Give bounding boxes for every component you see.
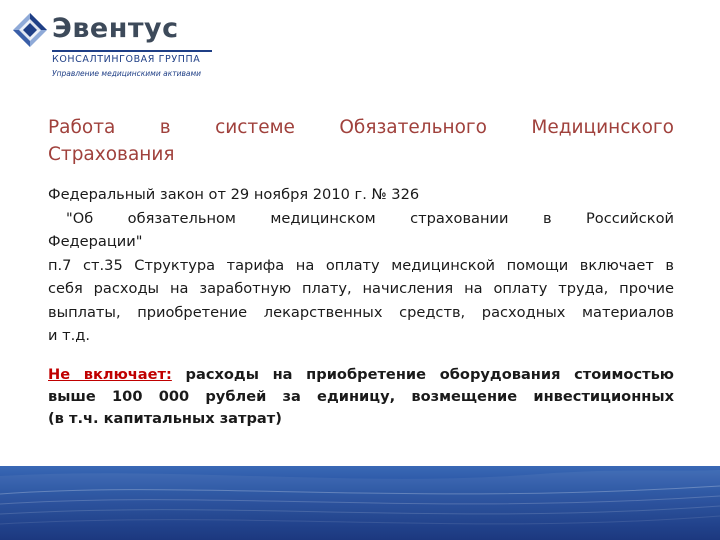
exclusion-line-1	[48, 364, 674, 386]
law-title-line-1: "Об обязательном медицинском страховании в Российской	[66, 209, 674, 227]
title-line-1	[48, 114, 674, 141]
company-logo	[12, 12, 212, 82]
footer-wave-decoration	[0, 466, 720, 540]
paragraph-line: п.7 ст.35 Структура тарифа на оплату медицинской помощи включает в	[48, 256, 674, 274]
footer-band	[0, 466, 720, 540]
title-word: Медицинского	[531, 117, 674, 138]
exclusion-note	[48, 364, 674, 430]
title-word: Работа	[48, 117, 116, 138]
exclusion-line-3: (в т.ч. капитальных затрат)	[48, 410, 282, 427]
diamond-logo-icon	[12, 12, 48, 48]
title-word: Обязательного	[339, 117, 487, 138]
paragraph-line: выплаты, приобретение лекарственных средств, расходных материалов	[48, 303, 674, 321]
paragraph-line: и т.д.	[48, 327, 90, 344]
paragraph-line: себя расходы на заработную плату, начисления на оплату труда, прочие	[48, 280, 674, 297]
title-word: в	[159, 117, 171, 138]
logo-name: Эвентус	[52, 13, 179, 44]
title-line-2: Страхования	[48, 144, 175, 165]
page-title	[48, 114, 674, 168]
logo-subtitle: КОНСАЛТИНГОВАЯ ГРУППА	[52, 50, 212, 65]
exclusion-text: расходы на приобретение оборудования стоимостью	[185, 366, 674, 383]
law-title-line-2: Федерации"	[48, 233, 143, 250]
title-word: системе	[215, 117, 295, 138]
law-reference: Федеральный закон от 29 ноября 2010 г. № 326	[48, 186, 420, 203]
exclusion-line-2: выше 100 000 рублей за единицу, возмещение инвестиционных	[48, 388, 674, 405]
body-text	[48, 183, 674, 348]
exclusion-label: Не включает:	[48, 366, 172, 383]
logo-tagline: Управление медицинскими активами	[52, 69, 202, 78]
